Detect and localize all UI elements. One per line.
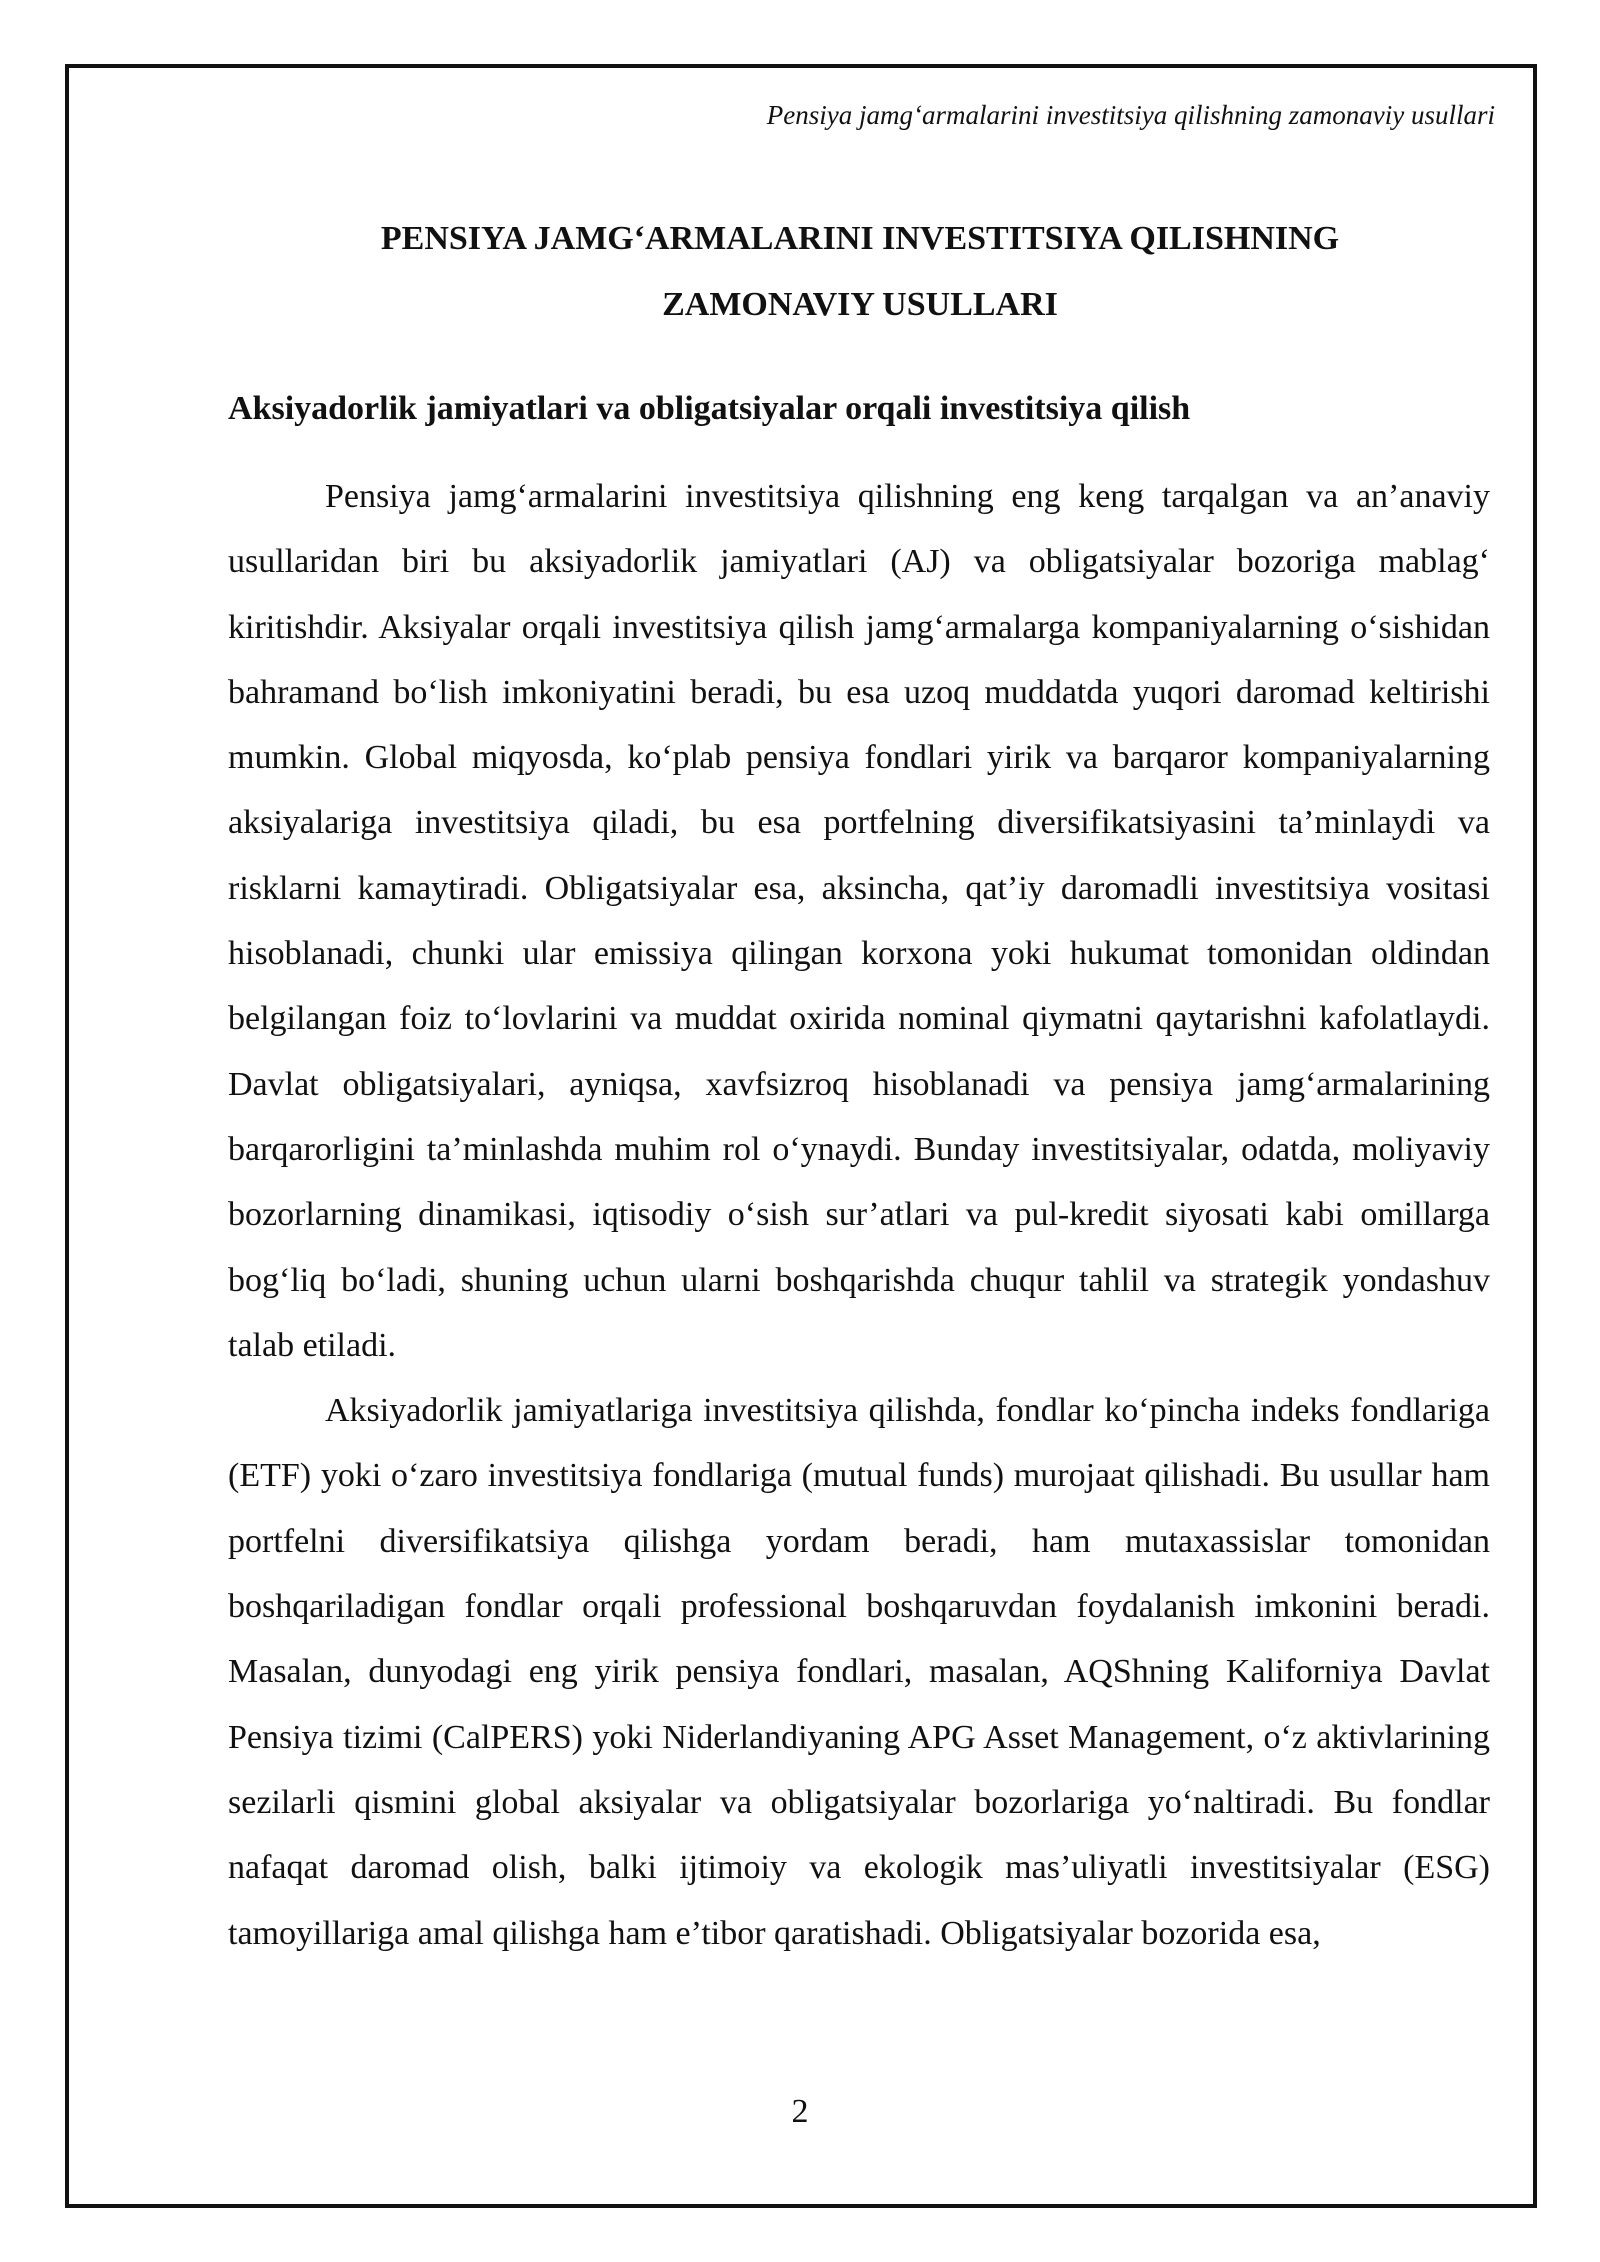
document-title-line-1: PENSIYA JAMG‘ARMALARINI INVESTITSIYA QILISHNING — [380, 220, 1340, 257]
page-number: 2 — [791, 2093, 809, 2130]
paragraph-1: Pensiya jamg‘armalarini investitsiya qilishning eng keng tarqalgan va an’anaviy usullaridan biri bu aksiyadorlik jamiyatlari (AJ) va obligatsiyalar bozoriga mablag‘ kiritishdir. Aksiyalar orqali investitsiya qilish jamg‘armalarga kompaniyalarning o‘sishidan bahramand bo‘lish imkoniyatini beradi, bu esa uzoq muddatda yuqori daromad keltirishi mumkin. Global miqyosda, ko‘plab pensiya fondlari yirik va barqaror kompaniyalarning aksiyalariga investitsiya qiladi, bu esa portfelning diversifikatsiyasini ta’minlaydi va risklarni kamaytiradi. Obligatsiyalar esa, aksincha, qat’iy daromadli investitsiya vositasi hisoblanadi, chunki ular emissiya qilingan korxona yoki hukumat tomonidan oldindan belgilangan foiz to‘lovlarini va muddat oxirida nominal qiymatni qaytarishni kafolatlaydi. Davlat obligatsiyalari, ayniqsa, xavfsizroq hisoblanadi va pensiya jamg‘armalarining barqarorligini ta’minlashda muhim rol o‘ynaydi. Bunday investitsiyalar, odatda, moliyaviy bozorlarning dinamikasi, iqtisodiy o‘sish sur’atlari va pul-kredit siyosati kabi omillarga bog‘liq bo‘ladi, shuning uchun ularni boshqarishda chuqur tahlil va strategik yondashuv talab etiladi. — [228, 478, 1490, 1364]
document-title-line-2: ZAMONAVIY USULLARI — [662, 286, 1058, 323]
running-header: Pensiya jamg‘armalarini investitsiya qilishning zamonaviy usullari — [766, 100, 1495, 130]
paragraph-2: Aksiyadorlik jamiyatlariga investitsiya qilishda, fondlar ko‘pincha indeks fondlariga (ETF) yoki o‘zaro investitsiya fondlariga (mutual funds) murojaat qilishadi. Bu usullar ham portfelni diversifikatsiya qilishga yordam beradi, ham mutaxassislar tomonidan boshqariladigan fondlar orqali professional boshqaruvdan foydalanish imkonini beradi. Masalan, dunyodagi eng yirik pensiya fondlari, masalan, AQShning Kaliforniya Davlat Pensiya tizimi (CalPERS) yoki Niderlandiyaning APG Asset Management, o‘z aktivlarining sezilarli qismini global aksiyalar va obligatsiyalar bozorlariga yo‘naltiradi. Bu fondlar nafaqat daromad olish, balki ijtimoiy va ekologik mas’uliyatli investitsiyalar (ESG) tamoyillariga amal qilishga ham e’tibor qaratishadi. Obligatsiyalar bozorida esa, — [228, 1392, 1490, 1952]
section-heading: Aksiyadorlik jamiyatlari va obligatsiyalar orqali investitsiya qilish — [228, 390, 1191, 427]
body-text — [228, 464, 1490, 1966]
document-title — [228, 206, 1492, 338]
